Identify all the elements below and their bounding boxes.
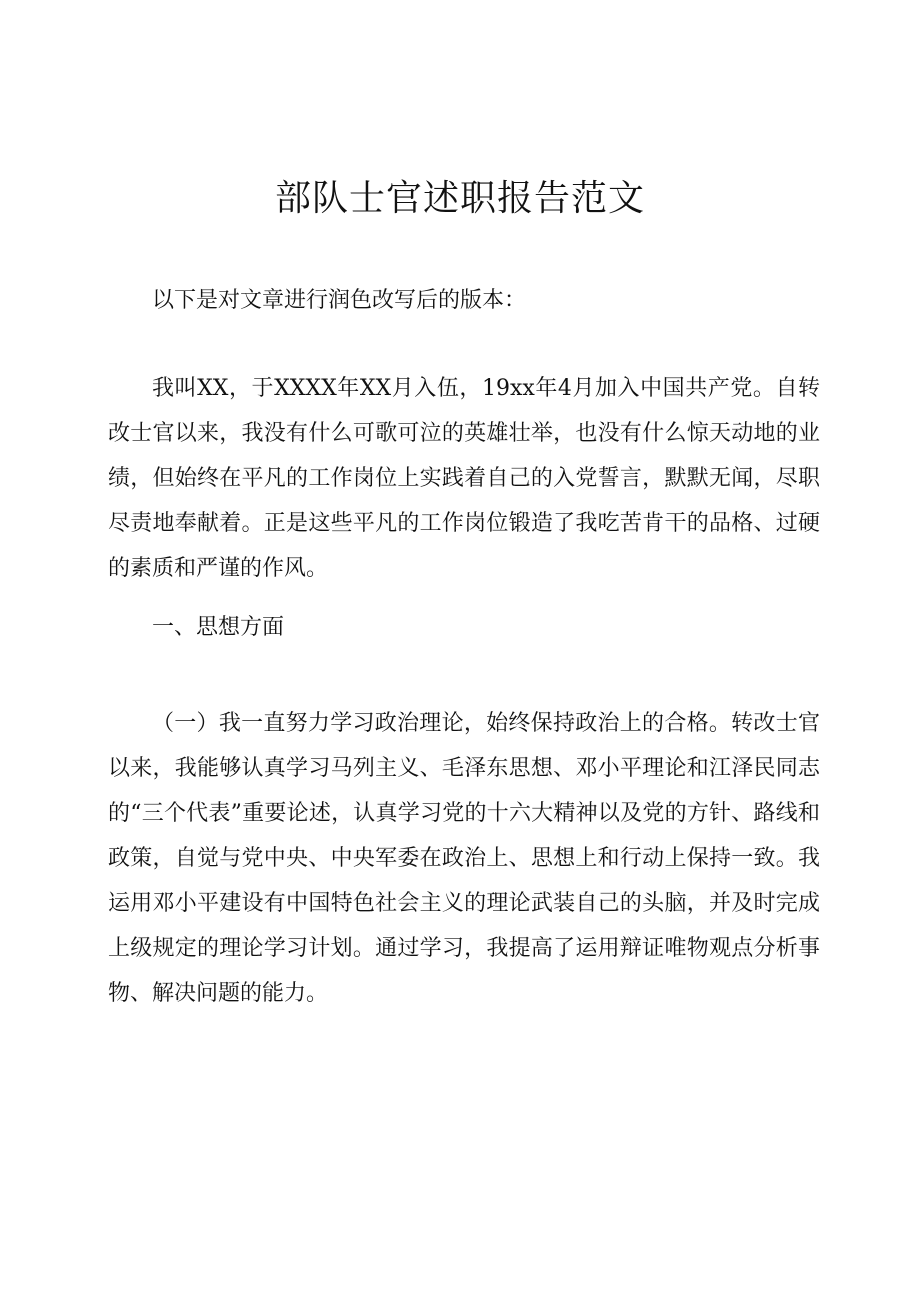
body-paragraph-2: （一）我一直努力学习政治理论，始终保持政治上的合格。转改士官以来，我能够认真学习马列主义、毛泽东思想、邓小平理论和江泽民同志的“三个代表”重要论述，认真学习党的十六大精神以及党的方针、路线和政策，自觉与党中央、中央军委在政治上、思想上和行动上保持一致。我运用邓小平建设有中国特色社会主义的理论武装自己的头脑，并及时完成上级规定的理论学习计划。通过学习，我提高了运用辩证唯物观点分析事物、解决问题的能力。 [108,711,820,1006]
intro-paragraph: 以下是对文章进行润色改写后的版本： [152,288,527,313]
body-paragraph-1: 我叫XX，于XXXX年XX月入伍，19xx年4月加入中国共产党。自转改士官以来，我没有什么可歌可泣的英雄壮举，也没有什么惊天动地的业绩，但始终在平凡的工作岗位上实践着自己的入党誓言，默默无闻，尽职尽责地奉献着。正是这些平凡的工作岗位锻造了我吃苦肯干的品格、过硬的素质和严谨的作风。 [108,376,820,581]
document-title: 部队士官述职报告范文 [274,178,645,219]
section-heading-1: 一、思想方面 [152,615,285,640]
